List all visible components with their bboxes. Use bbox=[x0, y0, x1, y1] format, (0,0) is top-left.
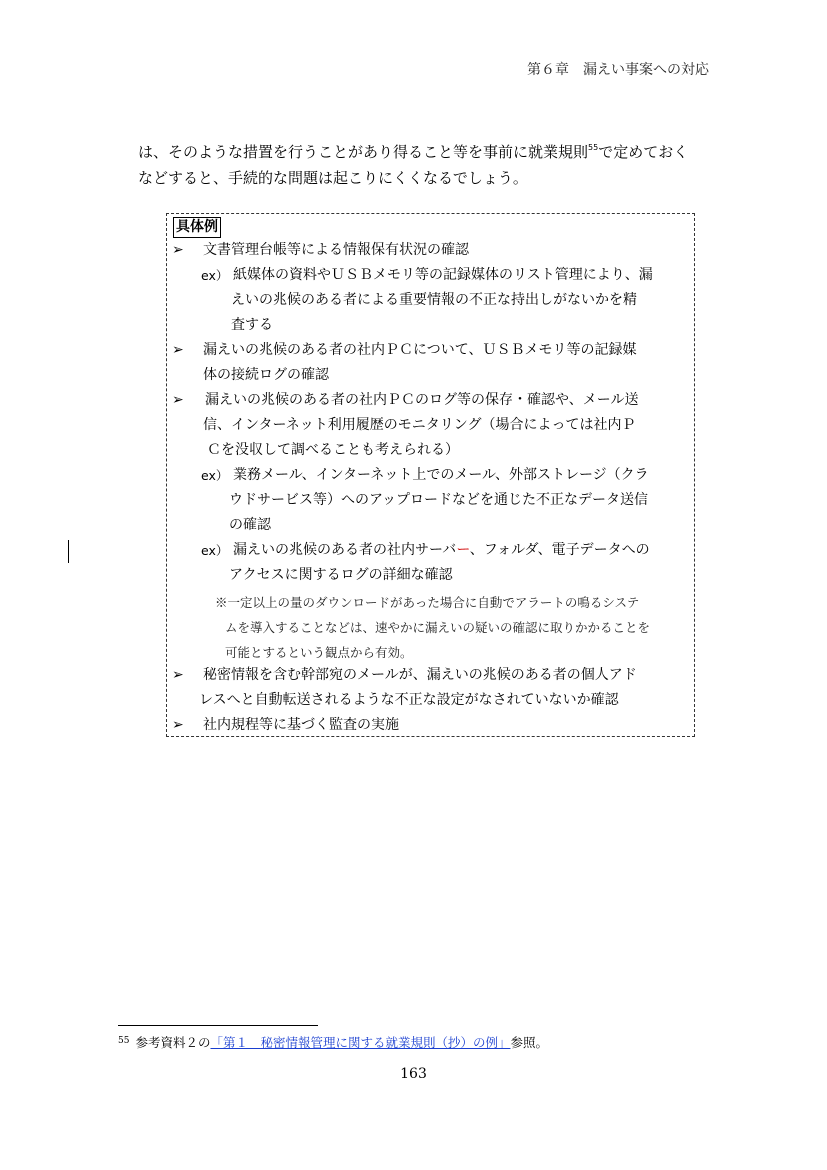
arrow-bullet-icon: ➢ bbox=[172, 342, 184, 358]
ex-prefix-3: ex） bbox=[201, 543, 229, 558]
page-number: 163 bbox=[400, 1066, 427, 1082]
body-line-2: などすると、手続的な問題は起こりにくくなるでしょう。 bbox=[138, 169, 528, 187]
footnote-reference[interactable]: 55 bbox=[588, 143, 599, 152]
note-line-2: ムを導入することなどは、速やかに漏えいの疑いの確認に取りかかることを bbox=[225, 620, 651, 635]
examples-box bbox=[166, 213, 695, 737]
ex3-line-2: アクセスに関するログの詳細な確認 bbox=[229, 567, 453, 583]
ex1-line-2: えいの兆候のある者による重要情報の不正な持出しがないかを精 bbox=[231, 292, 637, 308]
list-item-2-line-1: 漏えいの兆候のある者の社内ＰＣについて、ＵＳＢメモリ等の記録媒 bbox=[203, 342, 637, 358]
list-item-3-line-2: 信、インターネット利用履歴のモニタリング（場合によっては社内Ｐ bbox=[203, 417, 636, 433]
footnote: $^{55}$ 参考資料２の「第１ 秘密情報管理に関する就業規則（抄）の例」参照。 bbox=[118, 1035, 548, 1050]
list-item-4-line-1: 秘密情報を含む幹部宛のメールが、漏えいの兆候のある者の個人アド bbox=[203, 667, 637, 683]
note-line-1: ※一定以上の量のダウンロードがあった場合に自動でアラートの鳴るシステ bbox=[215, 595, 640, 610]
note-line-3: 可能とするという観点から有効。 bbox=[225, 645, 413, 660]
list-item-1: 文書管理台帳等による情報保有状況の確認 bbox=[203, 242, 469, 258]
chapter-header: 第６章 漏えい事案への対応 bbox=[527, 62, 709, 78]
ex1-line-3: 査する bbox=[231, 317, 273, 333]
footnote-link[interactable]: 「第１ 秘密情報管理に関する就業規則（抄）の例」 bbox=[210, 1035, 511, 1050]
footnote-separator bbox=[118, 1025, 318, 1026]
ex2-line-2: ウドサービス等）へのアップロードなどを通じた不正なデータ送信 bbox=[229, 492, 649, 508]
ex2-line-3: の確認 bbox=[229, 517, 271, 533]
ex-prefix-2: ex） bbox=[201, 468, 229, 483]
arrow-bullet-icon: ➢ bbox=[172, 667, 184, 683]
list-item-5: 社内規程等に基づく監査の実施 bbox=[203, 717, 399, 733]
list-item-2-line-2: 体の接続ログの確認 bbox=[203, 367, 329, 383]
revision-mark: ー bbox=[456, 542, 470, 558]
arrow-bullet-icon: ➢ bbox=[172, 242, 184, 258]
ex2-line-1: 業務メール、インターネット上でのメール、外部ストレージ（クラ bbox=[233, 467, 649, 483]
body-paragraph bbox=[138, 139, 708, 191]
ex1-line-1: 紙媒体の資料やＵＳＢメモリ等の記録媒体のリスト管理により、漏 bbox=[233, 267, 653, 283]
footnote-number: 55 bbox=[118, 1036, 130, 1046]
ex-prefix-1: ex） bbox=[201, 268, 229, 283]
ex3-line-1: 漏えいの兆候のある者の社内サーバー、フォルダ、電子データへの bbox=[233, 542, 650, 558]
arrow-bullet-icon: ➢ bbox=[172, 717, 184, 733]
list-item-3-line-3: Ｃを没収して調べることも考えられる） bbox=[207, 442, 459, 458]
arrow-bullet-icon: ➢ bbox=[172, 392, 184, 408]
list-item-3-line-1: 漏えいの兆候のある者の社内ＰＣのログ等の保存・確認や、メール送 bbox=[205, 392, 639, 408]
box-title: 具体例 bbox=[173, 217, 221, 238]
body-line-1: は、そのような措置を行うことがあり得ること等を事前に就業規則$^{55}$で定めておく bbox=[138, 143, 689, 161]
list-item-4-line-2: レスへと自動転送されるような不正な設定がなされていないか確認 bbox=[199, 692, 619, 708]
change-bar bbox=[68, 540, 69, 563]
